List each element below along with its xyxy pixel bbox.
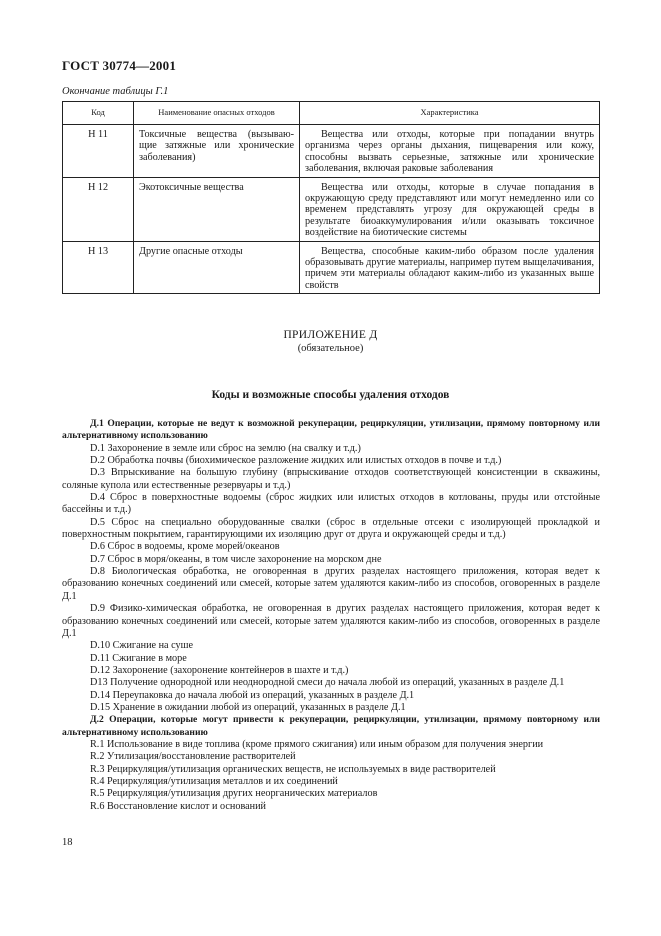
list-item: D.8 Биологическая обработка, не оговоренная в других разделах настоящего приложения, которая ведет к образованию конечных соединений или смесей, которые затем удаляются каким-либо из способов, оговоренных в разделе Д.1	[62, 566, 600, 602]
list-item: R.3 Рециркуляция/утилизация органических веществ, не используемых в виде растворителей	[90, 763, 496, 775]
body-text	[62, 418, 600, 813]
cell-code: Н 12	[63, 177, 134, 241]
list-item: D.4 Сброс в поверхностные водоемы (сброс жидких или илистых отходов в котлованы, пруды или отстойные бассейны и т.д.)	[62, 492, 600, 516]
cell-description: Вещества или отходы, которые при попадании внутрь организма через органы дыхания, пищеварения или кожу, способны вызвать серьезные, затяжные или хронические заболевания, включая раковые заболевания	[300, 125, 600, 178]
list-item: D.1 Захоронение в земле или сброс на землю (на свалку и т.д.)	[90, 442, 361, 454]
list-item: D.7 Сброс в моря/океаны, в том числе захоронение на морском дне	[90, 553, 382, 565]
list-item: D.6 Сброс в водоемы, кроме морей/океанов	[90, 541, 280, 553]
list-item: D.2 Обработка почвы (биохимическое разложение жидких или илистых отходов в почве и т.д.)	[90, 455, 502, 467]
column-header-description: Характеристика	[300, 102, 600, 125]
list-item: D.14 Переупаковка до начала любой из операций, указанных в разделе Д.1	[90, 689, 415, 701]
table-row	[63, 241, 600, 294]
section-heading: Д.2 Операции, которые могут привести к рекуперации, рециркуляции, утилизации, прямому повторному или альтернативному использованию	[62, 714, 600, 738]
cell-name: Другие опасные отходы	[134, 241, 300, 294]
table-row	[63, 125, 600, 178]
appendix-subtitle: (обязательное)	[297, 343, 364, 354]
list-item: R.5 Рециркуляция/утилизация других неорганических материалов	[90, 788, 378, 800]
list-item: D.3 Впрыскивание на большую глубину (впрыскивание отходов соответствующей консистенции в скважины, соляные купола или естественные резервуары и т.д.)	[62, 467, 600, 491]
list-item: R.2 Утилизация/восстановление растворителей	[90, 751, 296, 763]
list-item: D.10 Сжигание на суше	[90, 640, 193, 652]
list-item: D13 Получение однородной или неоднородной смеси до начала любой из операций, указанных в разделе Д.1	[90, 677, 565, 689]
list-item: D.9 Физико-химическая обработка, не оговоренная в других разделах настоящего приложения, которая ведет к образованию конечных соединений или смесей, которые затем удаляются каким-либо из способов, оговоренных в разделе Д.1	[62, 603, 600, 639]
list-item: R.4 Рециркуляция/утилизация металлов и их соединений	[90, 775, 338, 787]
table-row	[63, 177, 600, 241]
list-item: R.6 Восстановление кислот и оснований	[90, 800, 266, 812]
column-header-code: Код	[63, 102, 134, 125]
cell-name: Экотоксичные вещества	[134, 177, 300, 241]
cell-code: Н 13	[63, 241, 134, 294]
list-item: R.1 Использование в виде топлива (кроме прямого сжигания) или иным образом для получения энергии	[90, 738, 544, 750]
table-caption: Окончание таблицы Г.1	[62, 86, 169, 97]
table-header-row	[63, 102, 600, 125]
cell-description: Вещества или отходы, которые в случае попадания в окружающую среду представляют или могут немедленно или со временем представлять угрозу для окружающей среды в результате биоаккумулирования и/или оказывать токсичное воздействие на биотические системы	[300, 177, 600, 241]
list-item: D.15 Хранение в ожидании любой из операций, указанных в разделе Д.1	[90, 701, 406, 713]
cell-code: Н 11	[63, 125, 134, 178]
appendix-heading: Коды и возможные способы удаления отходов	[211, 389, 450, 401]
document-header: ГОСТ 30774—2001	[62, 58, 177, 73]
list-item: D.11 Сжигание в море	[90, 652, 187, 664]
cell-name: Токсичные вещества (вызываю-щие затяжные или хронические заболевания)	[134, 125, 300, 178]
list-item: D.5 Сброс на специально оборудованные свалки (сброс в отдельные отсеки с изолирующей прокладкой и поверхностным покрытием, гарантирующими их изоляцию друг от друга и окружающей среды и т.д.)	[62, 516, 600, 541]
list-item: D.12 Захоронение (захоронение контейнеров в шахте и т.д.)	[90, 664, 349, 676]
page-number: 18	[62, 837, 73, 848]
cell-description: Вещества, способные каким-либо образом после удаления образовывать другие материалы, например путем выщелачивания, причем эти материалы обладают каким-либо из указанных выше свойств	[300, 241, 600, 294]
appendix-title: ПРИЛОЖЕНИЕ Д	[283, 329, 378, 341]
column-header-name: Наименование опасных отходов	[134, 102, 300, 125]
hazard-table	[62, 101, 600, 294]
section-heading: Д.1 Операции, которые не ведут к возможной рекуперации, рециркуляции, утилизации, прямому повторному или альтернативному использованию	[62, 418, 600, 442]
